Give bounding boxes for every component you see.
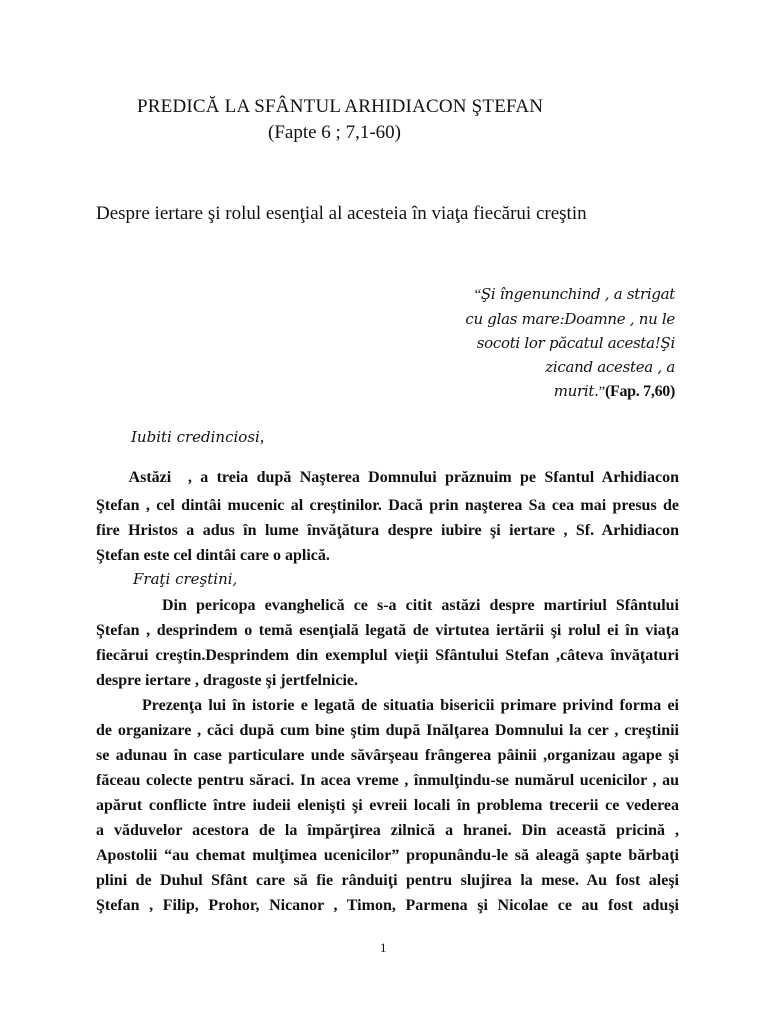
salutation (131, 427, 264, 447)
epigraph-line-text: Şi îngenunchind , a strigat (480, 285, 675, 303)
paragraph-line: făceau colecte pentru săraci. In acea vreme , înmulţindu-se numărul ucenicilor , au (96, 772, 679, 789)
sermon-heading: Despre iertare şi rolul esenţial al acesteia în viaţa fiecărui creştin (96, 203, 587, 224)
paragraph-line: plini de Duhul Sfânt care să fie rânduiţi pentru slujirea la mese. Au fost aleşi (96, 872, 679, 889)
paragraph-line: Astăzi , a treia după Naşterea Domnului prăznuim pe Sfantul Arhidiacon (96, 469, 679, 486)
paragraph-line: Ştefan , cel dintâi mucenic al creştinilor. Dacă prin naşterea Sa cea mai presus de (96, 497, 679, 514)
paragraph-line: fiecărui creştin.Desprindem din exemplul vieţii Sfântului Stefan ,câteva învăţaturi (96, 647, 679, 664)
paragraph-line: de organizare , căci după cum bine ştim după Inălţarea Domnului la cer , creştinii (96, 722, 679, 739)
paragraph-line: fire Hristos a adus în lume învăţătura despre iubire şi iertare , Sf. Arhidiacon (96, 522, 679, 539)
epigraph-last-line: murit. (553, 382, 599, 400)
close-quote: ” (598, 384, 605, 400)
sermon-title: PREDICĂ LA SFÂNTUL ARHIDIACON ŞTEFAN (137, 96, 544, 117)
page-number: 1 (380, 940, 387, 955)
paragraph-line: Ştefan este cel dintâi care o aplică. (96, 547, 330, 564)
epigraph-reference: (Fap. 7,60) (604, 383, 675, 400)
paragraph-line: apărut conflicte între iudeii elenişti şi evreii locali în problema trecerii ce vederea (96, 797, 679, 814)
paragraph-line: a văduvelor acestora de la împărţirea zilnică a hranei. Din această pricină , (96, 822, 679, 839)
paragraph-line: se adunau în case particulare unde săvârşeau frângerea pâinii ,organizau agape şi (96, 747, 679, 764)
salutation-text: Iubiti credinciosi (131, 428, 260, 446)
epigraph-quote (445, 282, 675, 404)
open-quote: “ (474, 287, 481, 303)
paragraph-line: Din pericopa evanghelică ce s-a citit astăzi despre martiriul Sfântului (162, 597, 679, 614)
paragraph-line: Prezenţa lui în istorie e legată de situatia bisericii primare privind forma ei (142, 697, 679, 714)
address-line: Fraţi creştini, (133, 570, 238, 588)
scripture-reference: (Fapte 6 ; 7,1-60) (268, 122, 401, 143)
epigraph-line (445, 379, 675, 404)
paragraph-line: despre iertare , dragoste şi jertfelnicie. (96, 672, 358, 689)
paragraph-line: Ştefan , Filip, Prohor, Nicanor , Timon, Parmena şi Nicolae ce au fost aduşi (96, 897, 679, 914)
epigraph-line: zicand acestea , a (545, 358, 675, 376)
epigraph-line (445, 282, 675, 307)
epigraph-line: socoti lor păcatul acesta!Şi (476, 334, 675, 352)
paragraph-line: Apostolii “au chemat mulţimea ucenicilor” propunându-le să aleagă şapte bărbaţi (96, 847, 679, 864)
salutation-comma: , (259, 427, 265, 446)
paragraph-line: Ştefan , desprindem o temă esenţială legată de virtutea iertării şi rolul ei în viaţa (96, 622, 679, 639)
epigraph-line: cu glas mare:Doamne , nu le (465, 310, 675, 328)
